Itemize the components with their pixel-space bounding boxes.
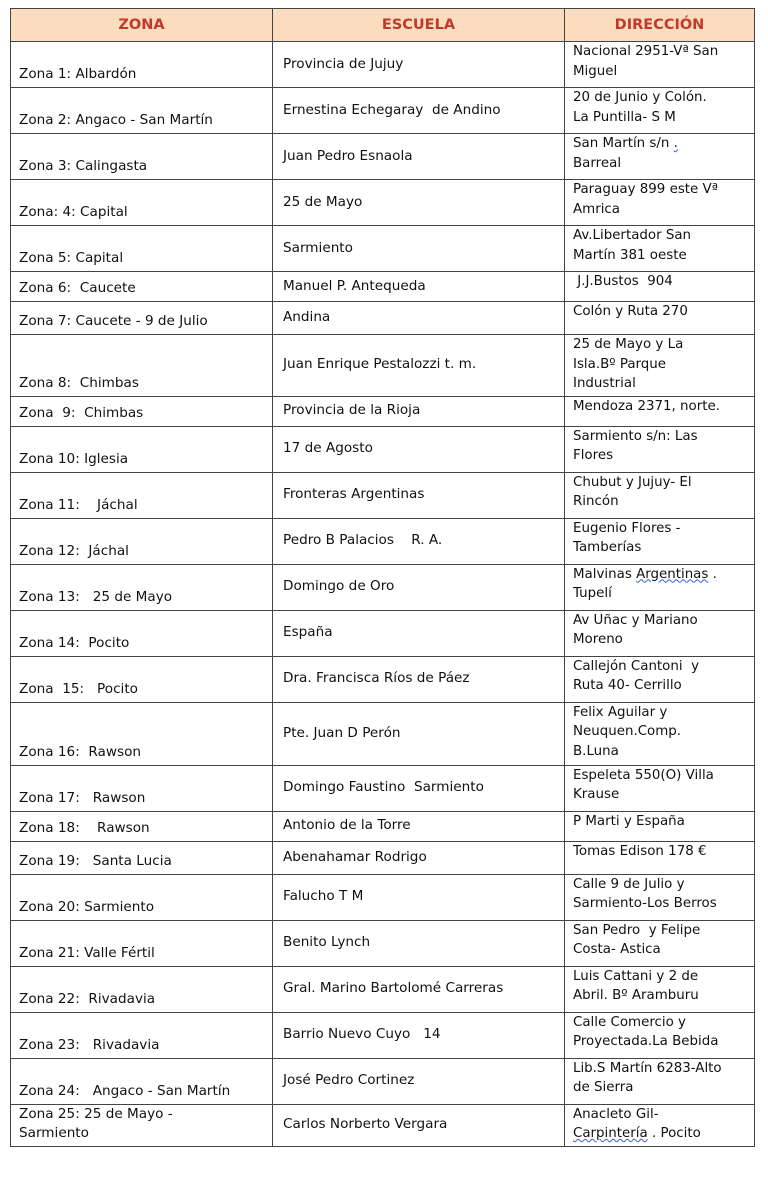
escuela-cell: Pedro B Palacios R. A. xyxy=(273,518,565,564)
escuela-cell: España xyxy=(273,610,565,656)
direccion-line: de Sierra xyxy=(573,1080,634,1095)
table-row xyxy=(11,88,755,134)
header-zona: ZONA xyxy=(11,9,273,42)
escuela-cell: Dra. Francisca Ríos de Páez xyxy=(273,656,565,702)
direccion-cell xyxy=(565,134,755,180)
direccion-line: Calle Comercio y xyxy=(573,1014,686,1030)
zona-cell: Zona 14: Pocito xyxy=(11,610,273,656)
table-row xyxy=(11,702,755,765)
table-row xyxy=(11,656,755,702)
escuela-cell: 25 de Mayo xyxy=(273,180,565,226)
direccion-line: P Marti y España xyxy=(573,813,685,829)
direccion-line: Sarmiento s/n: Las xyxy=(573,428,698,444)
direccion-line: Nacional 2951-Vª San xyxy=(573,44,719,59)
table-row xyxy=(11,1104,755,1146)
direccion-line: Tupelí xyxy=(573,586,612,601)
direccion-line: Neuquen.Comp. xyxy=(573,724,682,739)
direccion-line: Industrial xyxy=(573,376,636,391)
escuela-cell: Carlos Norberto Vergara xyxy=(273,1104,565,1146)
direccion-cell xyxy=(565,702,755,765)
direccion-line: Paraguay 899 este Vª xyxy=(573,182,719,197)
direccion-cell xyxy=(565,302,755,335)
table-row xyxy=(11,226,755,272)
zona-cell: Zona 2: Angaco - San Martín xyxy=(11,88,273,134)
table-row xyxy=(11,396,755,426)
zona-cell: Zona 22: Rivadavia xyxy=(11,966,273,1012)
zona-cell: Zona: 4: Capital xyxy=(11,180,273,226)
direccion-cell xyxy=(565,42,755,88)
zona-cell: Zona 20: Sarmiento xyxy=(11,874,273,920)
direccion-cell xyxy=(565,426,755,472)
zona-cell: Zona 9: Chimbas xyxy=(11,396,273,426)
direccion-cell xyxy=(565,966,755,1012)
escuela-cell: Domingo Faustino Sarmiento xyxy=(273,765,565,811)
direccion-line: Carpintería . Pocito xyxy=(573,1126,701,1141)
direccion-line: Flores xyxy=(573,448,614,463)
escuela-cell: Antonio de la Torre xyxy=(273,811,565,841)
direccion-line: Anacleto Gil- xyxy=(573,1106,659,1122)
direccion-line: Malvinas Argentinas . xyxy=(573,566,717,582)
direccion-line: Calle 9 de Julio y xyxy=(573,876,685,892)
zona-cell: Zona 18: Rawson xyxy=(11,811,273,841)
direccion-line: Costa- Astica xyxy=(573,942,661,957)
direccion-line: Luis Cattani y 2 de xyxy=(573,968,699,984)
zona-cell: Zona 3: Calingasta xyxy=(11,134,273,180)
zona-cell: Zona 5: Capital xyxy=(11,226,273,272)
escuela-cell: Benito Lynch xyxy=(273,920,565,966)
table-row xyxy=(11,874,755,920)
direccion-line: Sarmiento-Los Berros xyxy=(573,896,717,911)
escuela-cell: Provincia de la Rioja xyxy=(273,396,565,426)
escuela-cell: Ernestina Echegaray de Andino xyxy=(273,88,565,134)
table-row xyxy=(11,335,755,397)
direccion-line: Ruta 40- Cerrillo xyxy=(573,678,682,693)
direccion-line: J.J.Bustos 904 xyxy=(573,274,673,289)
direccion-line: San Pedro y Felipe xyxy=(573,922,701,938)
escuela-cell: Domingo de Oro xyxy=(273,564,565,610)
direccion-cell xyxy=(565,811,755,841)
table-row xyxy=(11,765,755,811)
direccion-line: Martín 381 oeste xyxy=(573,247,687,263)
table-row xyxy=(11,134,755,180)
direccion-cell xyxy=(565,1058,755,1104)
table-row xyxy=(11,1012,755,1058)
table-row xyxy=(11,42,755,88)
direccion-line: San Martín s/n . xyxy=(573,136,678,151)
direccion-line: Rincón xyxy=(573,494,619,509)
direccion-line: 25 de Mayo y La xyxy=(573,337,684,352)
direccion-cell xyxy=(565,920,755,966)
zona-cell: Zona 15: Pocito xyxy=(11,656,273,702)
direccion-cell xyxy=(565,841,755,874)
direccion-cell xyxy=(565,765,755,811)
zona-cell: Zona 23: Rivadavia xyxy=(11,1012,273,1058)
zona-cell: Zona 12: Jáchal xyxy=(11,518,273,564)
direccion-cell xyxy=(565,180,755,226)
direccion-cell xyxy=(565,656,755,702)
escuela-cell: Falucho T M xyxy=(273,874,565,920)
header-direccion: DIRECCIÓN xyxy=(565,9,755,42)
direccion-line: La Puntilla- S M xyxy=(573,109,676,125)
escuela-cell: Provincia de Jujuy xyxy=(273,42,565,88)
zona-cell: Zona 24: Angaco - San Martín xyxy=(11,1058,273,1104)
direccion-cell xyxy=(565,1012,755,1058)
escuela-cell: Sarmiento xyxy=(273,226,565,272)
zona-cell: Zona 6: Caucete xyxy=(11,272,273,302)
table-row xyxy=(11,302,755,335)
escuela-cell: José Pedro Cortinez xyxy=(273,1058,565,1104)
table-row xyxy=(11,564,755,610)
direccion-cell xyxy=(565,226,755,272)
escuela-cell: Pte. Juan D Perón xyxy=(273,702,565,765)
direccion-cell xyxy=(565,335,755,397)
escuela-cell: Manuel P. Antequeda xyxy=(273,272,565,302)
direccion-line: Abril. Bº Aramburu xyxy=(573,988,699,1003)
table-row xyxy=(11,1058,755,1104)
escuela-cell: Barrio Nuevo Cuyo 14 xyxy=(273,1012,565,1058)
direccion-line: Moreno xyxy=(573,632,623,647)
table-row xyxy=(11,610,755,656)
zona-cell: Zona 17: Rawson xyxy=(11,765,273,811)
zona-cell: Zona 16: Rawson xyxy=(11,702,273,765)
direccion-cell xyxy=(565,610,755,656)
direccion-line: Krause xyxy=(573,787,620,802)
header-escuela: ESCUELA xyxy=(273,9,565,42)
table-body xyxy=(11,42,755,1147)
header-row xyxy=(11,9,755,42)
direccion-cell xyxy=(565,518,755,564)
direccion-line: 20 de Junio y Colón. xyxy=(573,90,707,105)
direccion-line: Lib.S Martín 6283-Alto xyxy=(573,1060,722,1076)
direccion-cell xyxy=(565,472,755,518)
escuela-cell: 17 de Agosto xyxy=(273,426,565,472)
table-row xyxy=(11,518,755,564)
table-row xyxy=(11,426,755,472)
zona-cell: Zona 8: Chimbas xyxy=(11,335,273,397)
table-row xyxy=(11,920,755,966)
direccion-line: Callejón Cantoni y xyxy=(573,658,700,674)
direccion-line: Av.Libertador San xyxy=(573,228,692,243)
direccion-line: Tamberías xyxy=(573,540,642,555)
table-row xyxy=(11,180,755,226)
direccion-line: Barreal xyxy=(573,155,622,171)
zona-cell: Zona 25: 25 de Mayo - Sarmiento xyxy=(11,1104,273,1146)
escuela-cell: Andina xyxy=(273,302,565,335)
direccion-line: Isla.Bº Parque xyxy=(573,356,667,372)
schools-table-container xyxy=(10,8,754,1147)
direccion-cell xyxy=(565,564,755,610)
direccion-line: Espeleta 550(O) Villa xyxy=(573,767,714,783)
direccion-line: Amrica xyxy=(573,201,620,217)
zona-cell: Zona 11: Jáchal xyxy=(11,472,273,518)
table-row xyxy=(11,811,755,841)
direccion-line: Proyectada.La Bebida xyxy=(573,1034,719,1049)
direccion-line: Colón y Ruta 270 xyxy=(573,304,688,319)
direccion-cell xyxy=(565,396,755,426)
direccion-line: Eugenio Flores - xyxy=(573,520,681,536)
table-row xyxy=(11,272,755,302)
direccion-line: B.Luna xyxy=(573,743,619,759)
direccion-line: Chubut y Jujuy- El xyxy=(573,474,692,490)
table-row xyxy=(11,472,755,518)
escuela-cell: Gral. Marino Bartolomé Carreras xyxy=(273,966,565,1012)
zona-cell: Zona 7: Caucete - 9 de Julio xyxy=(11,302,273,335)
direccion-line: Felix Aguilar y xyxy=(573,704,668,720)
direccion-cell xyxy=(565,88,755,134)
table-row xyxy=(11,966,755,1012)
escuela-cell: Juan Enrique Pestalozzi t. m. xyxy=(273,335,565,397)
direccion-cell xyxy=(565,1104,755,1146)
direccion-cell xyxy=(565,874,755,920)
zona-cell: Zona 1: Albardón xyxy=(11,42,273,88)
direccion-line: Mendoza 2371, norte. xyxy=(573,398,720,414)
escuela-cell: Abenahamar Rodrigo xyxy=(273,841,565,874)
table-row xyxy=(11,841,755,874)
escuela-cell: Fronteras Argentinas xyxy=(273,472,565,518)
direccion-line: Miguel xyxy=(573,63,618,79)
escuela-cell: Juan Pedro Esnaola xyxy=(273,134,565,180)
zona-cell: Zona 21: Valle Fértil xyxy=(11,920,273,966)
zona-cell: Zona 10: Iglesia xyxy=(11,426,273,472)
zona-cell: Zona 19: Santa Lucia xyxy=(11,841,273,874)
direccion-line: Av Uñac y Mariano xyxy=(573,612,698,628)
zona-cell: Zona 13: 25 de Mayo xyxy=(11,564,273,610)
direccion-cell xyxy=(565,272,755,302)
direccion-line: Tomas Edison 178 € xyxy=(573,843,707,859)
schools-table xyxy=(10,8,755,1147)
